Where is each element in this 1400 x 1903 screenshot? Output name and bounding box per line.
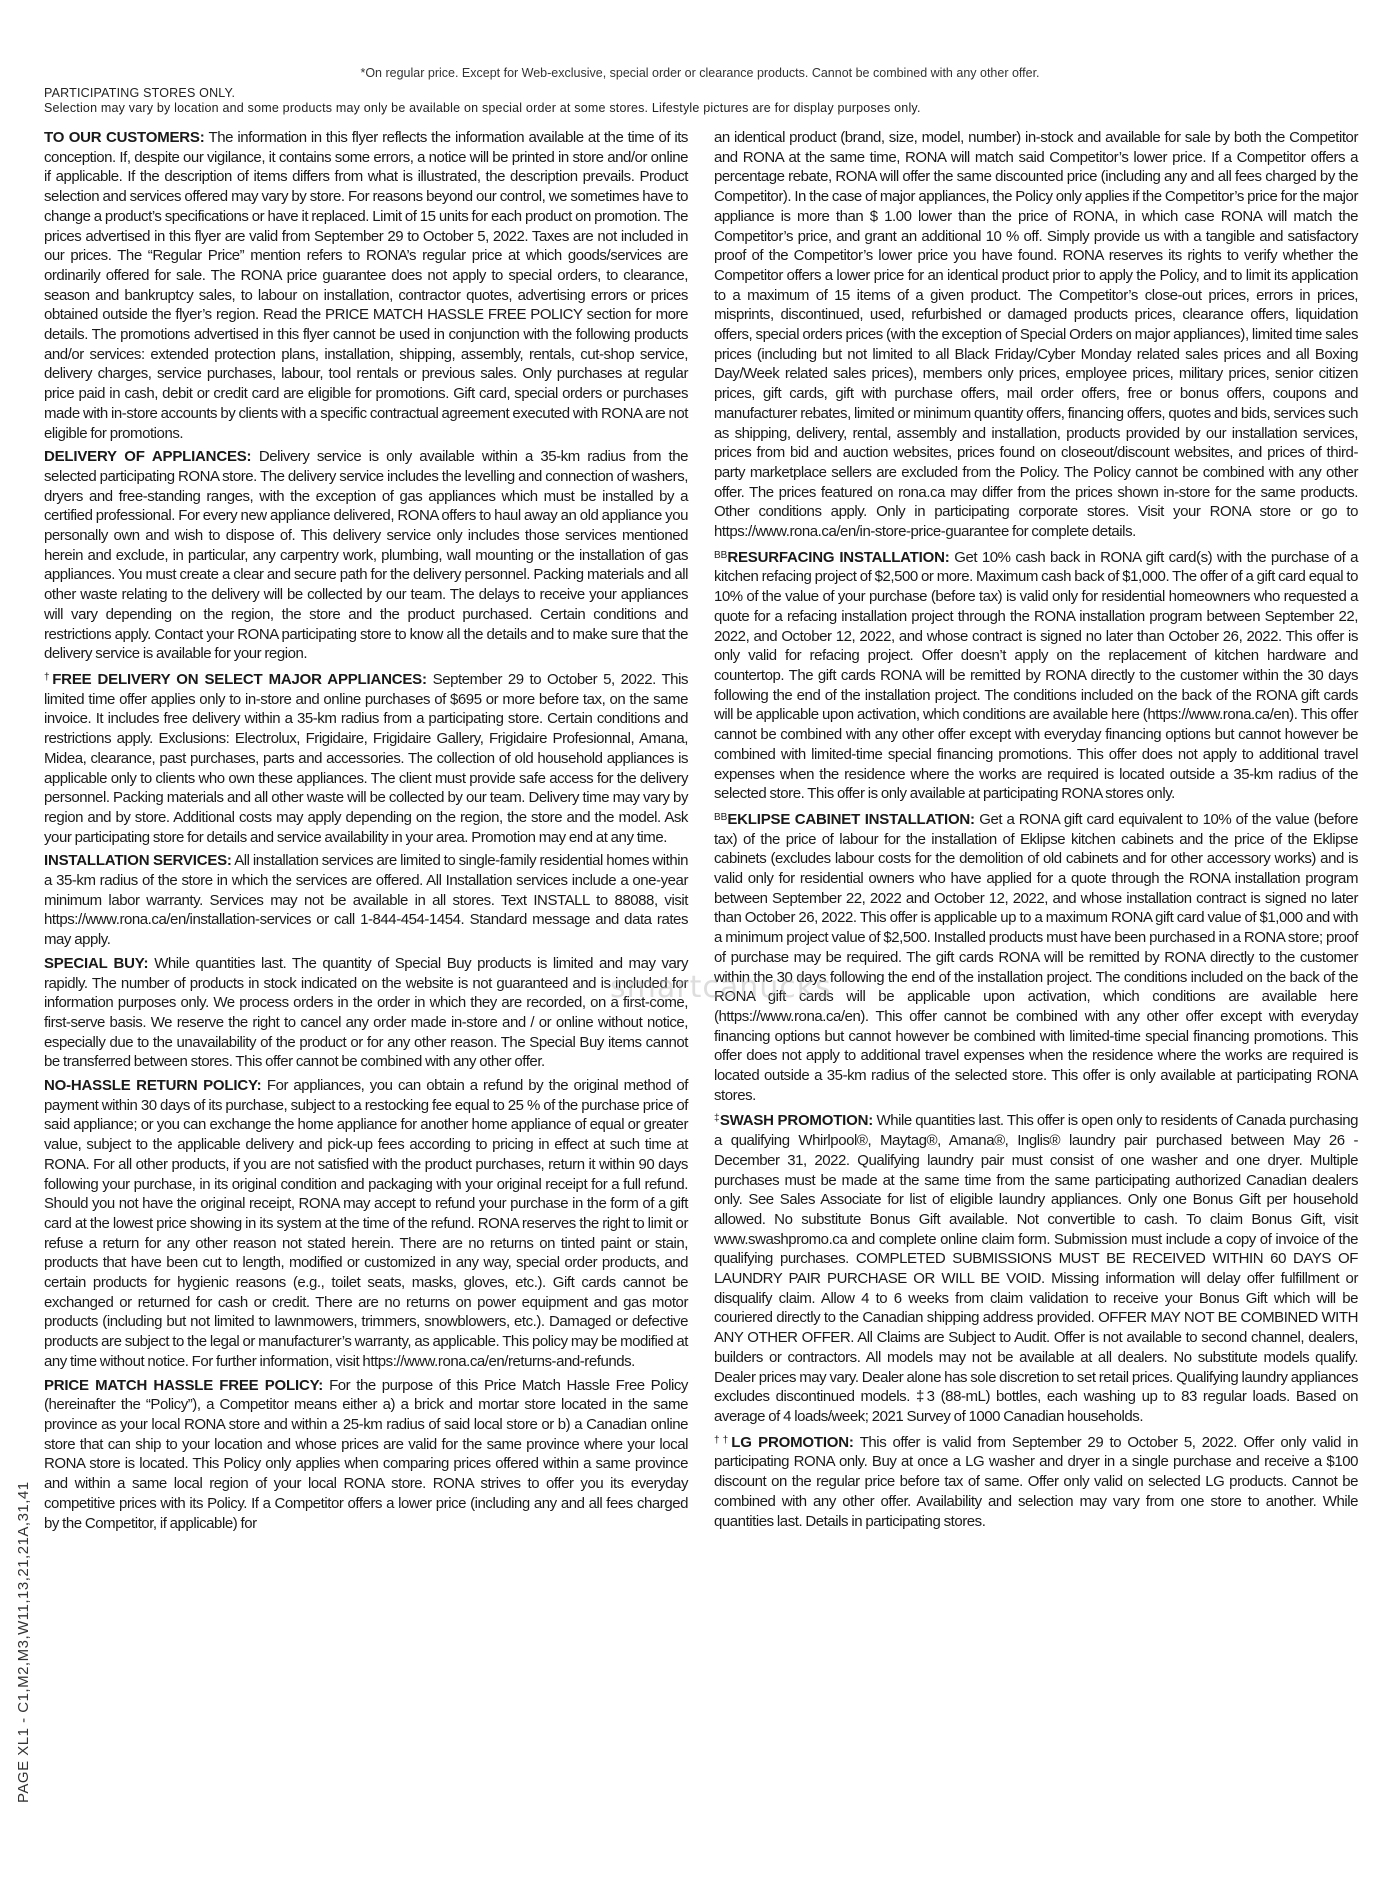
section-title: FREE DELIVERY ON SELECT MAJOR APPLIANCES: xyxy=(52,670,427,688)
footnote-marker: BB xyxy=(714,549,728,561)
selection-note: Selection may vary by location and some products may only be available on special order at some stores. Lifestyle pictures are for display purposes only. xyxy=(44,101,921,115)
section-body: For appliances, you can obtain a refund by the original method of payment within 30 days of its purchase, subject to a restocking fee equal to 25 % of the purchase price of said appliance; or you can exchange the home appliance for another home appliance of equal or greater value, subject to the applicable delivery and pick-up fees according to pricing in effect at such time at RONA. For all other products, if you are not satisfied with the product purchases, return it within 90 days following your purchase, in its original condition and packaging with your original receipt for a full refund. Should you not have the original receipt, RONA may accept to refund your purchase in the form of a gift card at the lowest price showing in its system at the time of the refund. RONA reserves the right to limit or refuse a return for any other reason not stated herein. There are no returns on tinted paint or stain, products that have been cut to length, modified or customized in any way, special order products, and certain products for hygienic reasons (e.g., toilet seats, masks, gloves, etc.). Gift cards cannot be exchanged or returned for cash or credit. There are no returns on power equipment and gas motor products (including but not limited to lawnmowers, trimmers, snowblowers, etc.). Damaged or defective products are subject to the legal or manufacturer’s warranty, as applicable. This policy may be modified at any time without notice. For further information, visit https://www.rona.ca/en/returns-and-refunds. xyxy=(44,1077,689,1370)
section-title: INSTALLATION SERVICES: xyxy=(44,852,232,870)
section-price-match xyxy=(44,1376,688,1534)
section-body: While quantities last. This offer is open only to residents of Canada purchasing a qualifying Whirlpool®, Maytag®, Amana®, Inglis® laundry pair purchased between May 26 - December 31, 2022. Qualifying laundry pair must consist of one washer and one dryer. Multiple purchases must be made at the same time from the same participating authorized Canadian dealers only. See Sales Associate for list of eligible laundry appliances. Only one Bonus Gift per household allowed. No substitute Bonus Gift available. Not convertible to cash. To claim Bonus Gift, visit www.swashpromo.ca and complete online claim form. Submission must include a copy of invoice of the qualifying purchases. COMPLETED SUBMISSIONS MUST BE RECEIVED WITHIN 60 DAYS OF LAUNDRY PAIR PURCHASE OR WILL BE VOID. Missing information will delay offer fulfillment or disqualify claim. Allow 4 to 6 weeks from claim validation to receive your Bonus Gift which will be couriered directly to the Canadian shipping address provided. OFFER MAY NOT BE COMBINED WITH ANY OTHER OFFER. All Claims are Subject to Audit. Offer is not available to second channel, dealers, builders or contractors. All models may not be available at all dealers. No substitute models qualify. Dealer prices may vary. Dealer alone has sole discretion to set retail prices. Qualifying laundry appliances excludes discontinued models. ‡3 (88-mL) bottles, each washing up to 83 regular loads. Based on average of 4 loads/week; 2021 Survey of 1000 Canadian households. xyxy=(714,1112,1359,1425)
section-body: For the purpose of this Price Match Hassle Free Policy (hereinafter the “Policy”), a Competitor means either a) a brick and mortar store located in the same province as your local RONA store and within a 25-km radius of said local store or b) a Canadian online store that can ship to your location and whose prices are valid for the same province where your local RONA store is located. This Policy only applies when comparing prices offered within a same province and within a same local region of your local RONA store. RONA strives to offer you its everyday competitive prices with its Policy. If a Competitor offers a lower price (including any and all fees charged by the Competitor, if applicable) for xyxy=(44,1376,688,1532)
section-return-policy xyxy=(44,1076,688,1372)
section-lg xyxy=(714,1431,1358,1532)
section-delivery xyxy=(44,447,688,664)
page-code: PAGE XL1 - C1,M2,M3,W11,13,21,21A,31,41 xyxy=(15,1481,32,1803)
section-title: NO-HASSLE RETURN POLICY: xyxy=(44,1077,262,1095)
footnote-marker: †† xyxy=(714,1434,732,1446)
section-body: This offer is valid from September 29 to October 5, 2022. Offer only valid in participating RONA only. Buy at once a LG washer and dryer in a single purchase and receive a $100 discount on the regular price before tax of same. Offer only valid on selected LG products. Cannot be combined with any other offer. Availability and selection may vary from one store to another. While quantities last. Details in participating stores. xyxy=(714,1433,1359,1530)
section-body: While quantities last. The quantity of Special Buy products is limited and may vary rapidly. The number of products in stock indicated on the website is not guaranteed and is included for information purposes only. We process orders in the order in which they are recorded, on a first-come, first-serve basis. We reserve the right to cancel any order made in-store and / or online without notice, especially due to the unavailability of the product or for any other reason. The Special Buy items cannot be transferred between stores. This offer cannot be combined with any other offer. xyxy=(44,954,689,1071)
footnote-marker: † xyxy=(44,671,53,683)
section-installation xyxy=(44,851,688,950)
section-special-buy xyxy=(44,954,688,1072)
section-body: All installation services are limited to single-family residential homes within a 35-km radius of the store in which the services are offered. All Installation services include a one-year minimum labor warranty. Services may not be available in all stores. Text INSTALL to 88088, visit https://www.rona.ca/en/installation-services or call 1-844-454-1454. Standard message and data rates may apply. xyxy=(44,852,688,949)
section-body: Delivery service is only available within a 35-km radius from the selected participating RONA store. The delivery service includes the levelling and connection of washers, dryers and free-standing ranges, with the exception of gas appliances which must be installed by a certified professional. For every new appliance delivered, RONA offers to haul away an old appliance you personally own and wish to dispose of. This delivery service only includes those services mentioned herein and exclude, in particular, any carpentry work, plumbing, wall mounting or the installation of gas appliances. You must create a clear and secure path for the delivery personnel. Packing materials and all other waste relating to the delivery will be collected by our team. The delays to receive your appliances will vary depending on the region, the store and the product purchased. Certain conditions and restrictions apply. Contact your RONA participating store to know all the details and to make sure that the delivery service is available for your region. xyxy=(44,448,689,663)
section-title: SWASH PROMOTION: xyxy=(719,1112,874,1130)
section-customers xyxy=(44,128,688,443)
section-free-delivery xyxy=(44,668,688,847)
section-body: September 29 to October 5, 2022. This limited time offer applies only to in-store and online purchases of $695 or more before tax, on the same invoice. It includes free delivery within a 35-km radius from a participating store. Certain conditions and restrictions apply. Exclusions: Electrolux, Frigidaire, Frigidaire Gallery, Frigidaire Profesionnal, Amana, Midea, clearance, past purchases, parts and accessories. The collection of old household appliances is applicable only to clients who own these appliances. The client must provide safe access for the delivery personnel. Packing materials and all other waste will be collected by our team. Delivery time may vary by region and by store. Additional costs may apply depending on the region, the store and the model. Ask your participating store for details and service availability in your area. Promotion may end at any time. xyxy=(44,670,688,846)
left-column xyxy=(44,128,688,1873)
section-body: Get 10% cash back in RONA gift card(s) with the purchase of a kitchen refacing project of $2,500 or more. Maximum cash back of $1,000. The offer of a gift card equal to 10% of the value of your purchase (before tax) is valid only for residential homeowners who requested a quote for a refacing installation project through the RONA installation program between September 22, 2022, and October 12, 2022, and whose contract is signed no later than October 26, 2022. This offer is only valid for refacing project. Offer doesn’t apply on the replacement of kitchen hardware and countertop. The gift cards RONA will be remitted by RONA directly to the customer within the 30 days following the end of the installation project. The conditions included on the back of the RONA gift cards will be applicable upon activation, which conditions are available here (https://www.rona.ca/en). This offer cannot be combined with any other offer except with everyday financing options but cannot however be combined with limited-time special financing promotions. This offer does not apply to additional travel expenses when the residence where the works are required is located outside a 35-km radius of the selected store. This offer is only available at participating RONA stores only. xyxy=(714,548,1359,803)
footnote-marker: BB xyxy=(714,811,728,823)
participating-notice xyxy=(44,86,1364,116)
section-title: LG PROMOTION: xyxy=(731,1433,854,1451)
participating-stores: PARTICIPATING STORES ONLY. xyxy=(44,86,236,100)
section-title: RESURFACING INSTALLATION: xyxy=(727,548,950,566)
footnote-marker: ‡ xyxy=(714,1113,720,1125)
section-swash xyxy=(714,1109,1358,1426)
right-column xyxy=(714,128,1358,1873)
section-body: The information in this flyer reflects the information available at the time of its conception. If, despite our vigilance, it contains some errors, a notice will be printed in store and/or online if applicable. If the description of items differs from what is illustrated, the description prevails. Product selection and services offered may vary by store. For reasons beyond our control, we sometimes have to change a product’s specifications or have it replaced. Limit of 15 units for each product on promotion. The prices advertised in this flyer are valid from September 29 to October 5, 2022. Taxes are not included in our prices. The “Regular Price” mention refers to RONA’s regular price at which goods/services are ordinarily offered for sale. The RONA price guarantee does not apply to special orders, to clearance, season and bankruptcy sales, to labour on installation, contractor quotes, advertising errors or prices obtained outside the flyer’s region. Read the PRICE MATCH HASSLE FREE POLICY section for more details. The promotions advertised in this flyer cannot be used in conjunction with the following products and/or services: extended protection plans, installation, shipping, assembly, rentals, cut-shop service, delivery charges, service purchases, labour, tool rentals or previous sales. Only purchases at regular price paid in cash, debit or credit card are eligible for promotions. Gift card, special orders or purchases made with in-store accounts by clients with a specific contractual agreement executed with RONA are not eligible for promotions. xyxy=(44,129,688,442)
section-title: DELIVERY OF APPLIANCES: xyxy=(44,448,252,466)
section-eklipse xyxy=(714,808,1358,1106)
watermark: smartcanucks xyxy=(610,970,832,1005)
terms-columns xyxy=(44,128,1358,1873)
section-title: PRICE MATCH HASSLE FREE POLICY: xyxy=(44,1376,324,1394)
section-resurfacing xyxy=(714,546,1358,804)
section-title: TO OUR CUSTOMERS: xyxy=(44,129,205,146)
section-title: SPECIAL BUY: xyxy=(44,954,149,972)
section-body: Get a RONA gift card equivalent to 10% of the value (before tax) of the price of labour for the installation of Eklipse kitchen cabinets and the price of the Eklipse cabinets (excludes labour costs for the demolition of old cabinets and for other accessory works) and is valid only for residential owners who have applied for a quote through the RONA installation program between September 22, 2022 and October 12, 2022, and whose installation contract is signed no later than October 26, 2022. This offer is applicable up to a maximum RONA gift card value of $1,000 and with a minimum project value of $2,500. Installed products must have been purchased in a RONA store; proof of purchase may be required. The gift cards RONA will be remitted by RONA directly to the customer within the 30 days following the end of the installation project. The conditions included on the back of the RONA gift cards will be applicable upon activation, which conditions are available here (https://www.rona.ca/en). This offer cannot be combined with any other offer except with everyday financing options but cannot however be combined with limited-time special financing promotions. This offer does not apply to additional travel expenses when the residence where the works are required is located outside a 35-km radius of the selected store. This offer is only available at participating RONA stores. xyxy=(714,810,1358,1104)
section-price-match-continued: an identical product (brand, size, model, number) in-stock and available for sale by both the Competitor and RONA at the same time, RONA will match said Competitor’s lower price. If a Competitor offers a percentage rebate, RONA will offer the same discounted price (including any and all fees charged by the Competitor). In the case of major appliances, the Policy only applies if the Competitor’s price for the major appliance is more than $ 1.00 lower than the price of RONA, in which case RONA will match the Competitor’s price, and grant an additional 10 % off. Simply provide us with a tangible and satisfactory proof of the Competitor’s lower price you have found. RONA reserves its rights to verify whether the Competitor offers a lower price for an identical product prior to apply the Policy, and to limit its application to a maximum of 15 items of a given product. The Competitor’s close-out prices, errors in prices, misprints, discontinued, used, refurbished or damaged products prices, clearance offers, liquidation offers, special orders prices (with the exception of Special Orders on major appliances), limited time sales prices (including but not limited to all Black Friday/Cyber Monday related sales prices and all Boxing Day/Week related sales prices), members only prices, employee prices, military prices, senior citizen prices, gift cards, gift with purchase offers, mail order offers, free or bonus offers, coupons and manufacturer rebates, limited or minimum quantity offers, financing offers, quotes and bids, services such as shipping, delivery, rental, assembly and installation, products provided by our installation services, prices from bid and auction websites, prices found on closeout/discount websites, and prices of third-party marketplace sellers are excluded from the Policy. The Policy cannot be combined with any other offer. The prices featured on rona.ca may differ from the prices shown in-store for the same products. Other conditions apply. Only in participating corporate stores. Visit your RONA store or go to https://www.rona.ca/en/in-store-price-guarantee for complete details. xyxy=(714,129,1358,541)
section-title: EKLIPSE CABINET INSTALLATION: xyxy=(727,810,975,828)
top-note: *On regular price. Except for Web-exclusive, special order or clearance products. Cannot be combined with any other offer. xyxy=(360,66,1040,80)
